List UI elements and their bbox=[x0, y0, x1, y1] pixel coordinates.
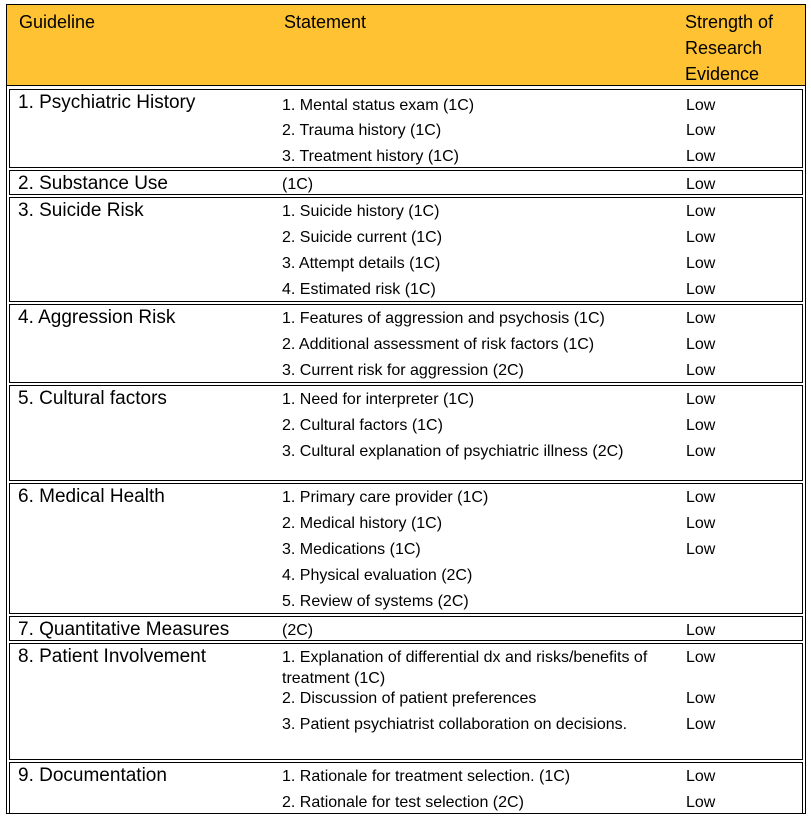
evidence-strength: Low bbox=[686, 148, 716, 165]
guideline-name: 6. Medical Health bbox=[18, 486, 165, 507]
statement-text: 2. Trauma history (1C) bbox=[282, 122, 442, 139]
evidence-strength: Low bbox=[686, 541, 716, 558]
evidence-strength: Low bbox=[686, 391, 716, 408]
evidence-strength: Low bbox=[686, 255, 716, 272]
evidence-strength: Low bbox=[686, 515, 716, 532]
table-row bbox=[9, 197, 803, 302]
statement-text: 2. Medical history (1C) bbox=[282, 515, 443, 532]
statement-text: 2. Discussion of patient preferences bbox=[282, 690, 537, 707]
statement-text: 3. Current risk for aggression (2C) bbox=[282, 362, 524, 379]
statement-text: 2. Cultural factors (1C) bbox=[282, 417, 443, 434]
statement-text: 3. Medications (1C) bbox=[282, 541, 421, 558]
table-row bbox=[9, 483, 803, 614]
guideline-name: 1. Psychiatric History bbox=[18, 92, 196, 113]
evidence-strength: Low bbox=[686, 336, 716, 353]
statement-text: 1. Rationale for treatment selection. (1C) bbox=[282, 768, 571, 785]
evidence-strength: Low bbox=[686, 489, 716, 506]
evidence-strength: Low bbox=[686, 417, 716, 434]
header-statement: Statement bbox=[284, 12, 367, 32]
statement-text: (2C) bbox=[282, 622, 314, 639]
guideline-name: 7. Quantitative Measures bbox=[18, 619, 230, 640]
evidence-strength: Low bbox=[686, 768, 716, 785]
statement-text: 2. Additional assessment of risk factors (1C) bbox=[282, 336, 595, 353]
evidence-strength: Low bbox=[686, 362, 716, 379]
statement-text: (1C) bbox=[282, 176, 314, 193]
evidence-strength: Low bbox=[686, 97, 716, 114]
statement-text: 1. Primary care provider (1C) bbox=[282, 489, 489, 506]
evidence-strength: Low bbox=[686, 794, 716, 811]
statement-text: 1. Features of aggression and psychosis (1C) bbox=[282, 310, 605, 327]
table-row bbox=[9, 762, 803, 814]
statement-text: 3. Attempt details (1C) bbox=[282, 255, 441, 272]
evidence-strength: Low bbox=[686, 443, 716, 460]
table-row bbox=[9, 385, 803, 481]
guideline-name: 9. Documentation bbox=[18, 765, 167, 786]
evidence-strength: Low bbox=[686, 622, 716, 639]
table-row bbox=[9, 89, 803, 168]
evidence-strength: Low bbox=[686, 281, 716, 298]
guideline-name: 5. Cultural factors bbox=[18, 388, 167, 409]
guideline-name: 3. Suicide Risk bbox=[18, 200, 144, 221]
statement-text: 3. Cultural explanation of psychiatric illness (2C) bbox=[282, 443, 624, 460]
statement-text: 1. Need for interpreter (1C) bbox=[282, 391, 475, 408]
statement-text: 1. Explanation of differential dx and risks/benefits of treatment (1C) bbox=[282, 649, 648, 687]
evidence-strength: Low bbox=[686, 649, 716, 666]
evidence-strength: Low bbox=[686, 229, 716, 246]
table-row bbox=[9, 170, 803, 195]
statement-text: 5. Review of systems (2C) bbox=[282, 593, 469, 610]
statement-text: 3. Treatment history (1C) bbox=[282, 148, 459, 165]
guideline-name: 2. Substance Use bbox=[18, 173, 168, 194]
statement-text: 4. Estimated risk (1C) bbox=[282, 281, 436, 298]
evidence-strength: Low bbox=[686, 203, 716, 220]
evidence-strength: Low bbox=[686, 176, 716, 193]
guideline-name: 8. Patient Involvement bbox=[18, 646, 206, 667]
statement-text: 1. Mental status exam (1C) bbox=[282, 97, 475, 114]
statement-text: 1. Suicide history (1C) bbox=[282, 203, 440, 220]
table-row bbox=[9, 304, 803, 383]
table-row bbox=[9, 643, 803, 760]
statement-text: 3. Patient psychiatrist collaboration on decisions. bbox=[282, 716, 628, 733]
header-strength-of-evidence: Strength of Research Evidence bbox=[685, 12, 774, 84]
header-guideline: Guideline bbox=[19, 12, 96, 32]
statement-text: 2. Suicide current (1C) bbox=[282, 229, 443, 246]
statement-text: 2. Rationale for test selection (2C) bbox=[282, 794, 524, 811]
evidence-strength: Low bbox=[686, 122, 716, 139]
table-row bbox=[9, 616, 803, 641]
evidence-strength: Low bbox=[686, 310, 716, 327]
guideline-name: 4. Aggression Risk bbox=[18, 307, 176, 328]
guideline-table bbox=[6, 4, 806, 814]
evidence-strength: Low bbox=[686, 716, 716, 733]
evidence-strength: Low bbox=[686, 690, 716, 707]
statement-text: 4. Physical evaluation (2C) bbox=[282, 567, 473, 584]
table-header bbox=[7, 5, 805, 86]
